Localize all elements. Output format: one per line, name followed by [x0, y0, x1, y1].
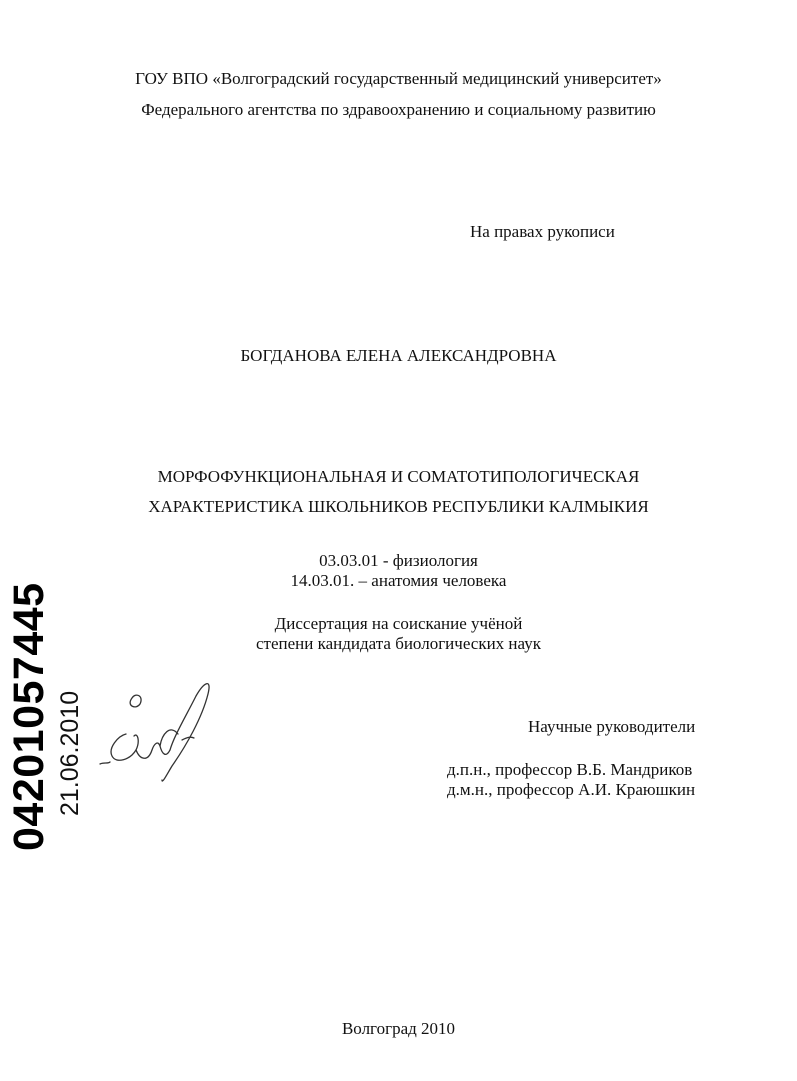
degree-line-1: Диссертация на соискание учёной [274, 614, 523, 633]
handwritten-signature [96, 676, 216, 788]
institution-line-1: ГОУ ВПО «Волгоградский государственный медицинский университет» [135, 69, 662, 88]
rights-note: На правах рукописи [470, 222, 615, 241]
supervisor-1: д.п.н., профессор В.Б. Мандриков [447, 760, 693, 779]
specialty-physiology: 03.03.01 - физиология [319, 551, 478, 570]
degree-line-2: степени кандидата биологических наук [256, 634, 541, 653]
supervisors-heading: Научные руководители [528, 717, 696, 736]
supervisor-2: д.м.н., профессор А.И. Краюшкин [447, 780, 696, 799]
archive-stamp-date: 21.06.2010 [56, 690, 84, 816]
thesis-title-line-1: МОРФОФУНКЦИОНАЛЬНАЯ И СОМАТОТИПОЛОГИЧЕСКАЯ [157, 467, 640, 486]
specialty-anatomy: 14.03.01. – анатомия человека [290, 571, 507, 590]
thesis-title-line-2: ХАРАКТЕРИСТИКА ШКОЛЬНИКОВ РЕСПУБЛИКИ КАЛМЫКИЯ [148, 497, 649, 516]
institution-line-2: Федерального агентства по здравоохранению и социальному развитию [141, 100, 656, 119]
author-name: БОГДАНОВА ЕЛЕНА АЛЕКСАНДРОВНА [240, 346, 557, 365]
archive-stamp-number: 04201057445 [5, 582, 53, 851]
city-year: Волгоград 2010 [341, 1019, 456, 1038]
